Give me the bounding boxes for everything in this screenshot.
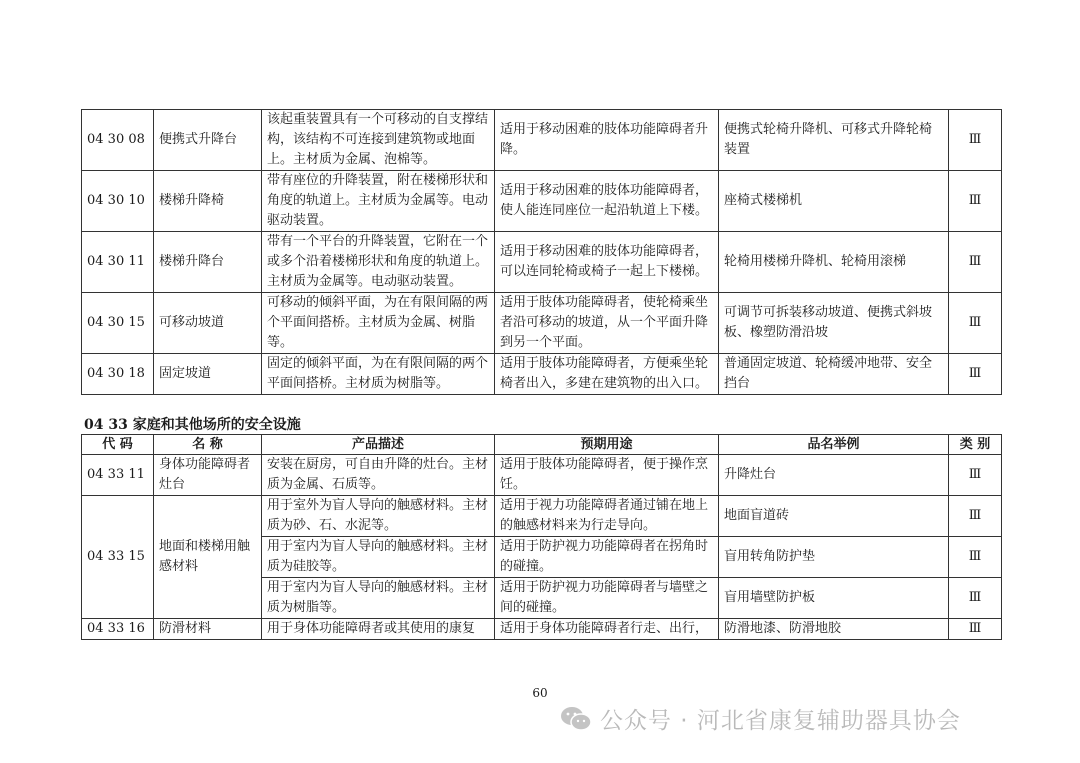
product-description: 用于室外为盲人导向的触感材料。主材质为砂、石、水泥等。 (262, 496, 495, 537)
product-description: 用于室内为盲人导向的触感材料。主材质为硅胶等。 (262, 537, 495, 578)
product-class: Ⅲ (949, 496, 1002, 537)
product-examples: 可调节可拆装移动坡道、便携式斜坡板、橡塑防滑沿坡 (719, 293, 949, 354)
product-class: Ⅲ (949, 354, 1002, 395)
intended-use: 适用于肢体功能障碍者，使轮椅乘坐者沿可移动的坡道，从一个平面升降到另一个平面。 (495, 293, 719, 354)
watermark-text: 公众号 · 河北省康复辅助器具协会 (600, 708, 961, 734)
header-class: 类 别 (949, 435, 1002, 455)
header-name: 名 称 (154, 435, 262, 455)
product-description: 带有一个平台的升降装置，它附在一个或多个沿着楼梯形状和角度的轨道上。主材质为金属等。电动驱动装置。 (262, 232, 495, 293)
product-examples: 地面盲道砖 (719, 496, 949, 537)
product-description: 安装在厨房，可自由升降的灶台。主材质为金属、石质等。 (262, 455, 495, 496)
intended-use: 适用于移动困难的肢体功能障碍者升降。 (495, 110, 719, 171)
product-name: 地面和楼梯用触感材料 (154, 496, 262, 619)
product-examples: 座椅式楼梯机 (719, 171, 949, 232)
product-description: 用于室内为盲人导向的触感材料。主材质为树脂等。 (262, 578, 495, 619)
table-row (82, 171, 1002, 232)
table-row (82, 619, 1002, 640)
intended-use: 适用于移动困难的肢体功能障碍者，可以连同轮椅或椅子一起上下楼梯。 (495, 232, 719, 293)
product-class: Ⅲ (949, 232, 1002, 293)
product-description: 用于身体功能障碍者或其使用的康复 (262, 619, 495, 640)
product-name: 可移动坡道 (154, 293, 262, 354)
intended-use: 适用于移动困难的肢体功能障碍者，使人能连同座位一起沿轨道上下楼。 (495, 171, 719, 232)
product-code: 04 30 18 (82, 354, 154, 395)
product-code: 04 33 11 (82, 455, 154, 496)
product-class: Ⅲ (949, 293, 1002, 354)
product-name: 楼梯升降台 (154, 232, 262, 293)
product-code: 04 30 15 (82, 293, 154, 354)
intended-use: 适用于肢体功能障碍者，便于操作烹饪。 (495, 455, 719, 496)
intended-use: 适用于防护视力功能障碍者与墙壁之间的碰撞。 (495, 578, 719, 619)
table-row (82, 110, 1002, 171)
product-examples: 盲用墙壁防护板 (719, 578, 949, 619)
table-row (82, 496, 1002, 537)
product-name: 身体功能障碍者灶台 (154, 455, 262, 496)
product-examples: 防滑地漆、防滑地胶 (719, 619, 949, 640)
product-code: 04 30 11 (82, 232, 154, 293)
product-description: 固定的倾斜平面，为在有限间隔的两个平面间搭桥。主材质为树脂等。 (262, 354, 495, 395)
product-name: 固定坡道 (154, 354, 262, 395)
product-examples: 盲用转角防护垫 (719, 537, 949, 578)
table-header-row (82, 435, 1002, 455)
table-row (82, 354, 1002, 395)
assistive-products-table-part2 (81, 434, 1002, 640)
product-code: 04 30 10 (82, 171, 154, 232)
header-description: 产品描述 (262, 435, 495, 455)
product-description: 该起重装置具有一个可移动的自支撑结构，该结构不可连接到建筑物或地面上。主材质为金属、泡棉等。 (262, 110, 495, 171)
product-name: 便携式升降台 (154, 110, 262, 171)
section-title: 04 33 家庭和其他场所的安全设施 (84, 417, 301, 433)
product-code: 04 33 15 (82, 496, 154, 619)
intended-use: 适用于防护视力功能障碍者在拐角时的碰撞。 (495, 537, 719, 578)
product-class: Ⅲ (949, 110, 1002, 171)
header-code: 代 码 (82, 435, 154, 455)
intended-use: 适用于视力功能障碍者通过铺在地上的触感材料来为行走导向。 (495, 496, 719, 537)
table-row (82, 293, 1002, 354)
header-examples: 品名举例 (719, 435, 949, 455)
product-class: Ⅲ (949, 619, 1002, 640)
header-intended-use: 预期用途 (495, 435, 719, 455)
watermark (560, 702, 961, 735)
product-class: Ⅲ (949, 578, 1002, 619)
product-name: 防滑材料 (154, 619, 262, 640)
product-code: 04 30 08 (82, 110, 154, 171)
table-row (82, 232, 1002, 293)
intended-use: 适用于身体功能障碍者行走、出行， (495, 619, 719, 640)
product-examples: 轮椅用楼梯升降机、轮椅用滚梯 (719, 232, 949, 293)
product-name: 楼梯升降椅 (154, 171, 262, 232)
product-class: Ⅲ (949, 455, 1002, 496)
wechat-icon (560, 705, 592, 733)
product-examples: 升降灶台 (719, 455, 949, 496)
assistive-products-table-part1 (81, 109, 1002, 395)
product-code: 04 33 16 (82, 619, 154, 640)
product-description: 可移动的倾斜平面，为在有限间隔的两个平面间搭桥。主材质为金属、树脂等。 (262, 293, 495, 354)
table-row (82, 455, 1002, 496)
product-examples: 便携式轮椅升降机、可移式升降轮椅装置 (719, 110, 949, 171)
product-examples: 普通固定坡道、轮椅缓冲地带、安全挡台 (719, 354, 949, 395)
product-description: 带有座位的升降装置，附在楼梯形状和角度的轨道上。主材质为金属等。电动驱动装置。 (262, 171, 495, 232)
page-number: 60 (532, 686, 548, 700)
intended-use: 适用于肢体功能障碍者，方便乘坐轮椅者出入，多建在建筑物的出入口。 (495, 354, 719, 395)
product-class: Ⅲ (949, 537, 1002, 578)
product-class: Ⅲ (949, 171, 1002, 232)
